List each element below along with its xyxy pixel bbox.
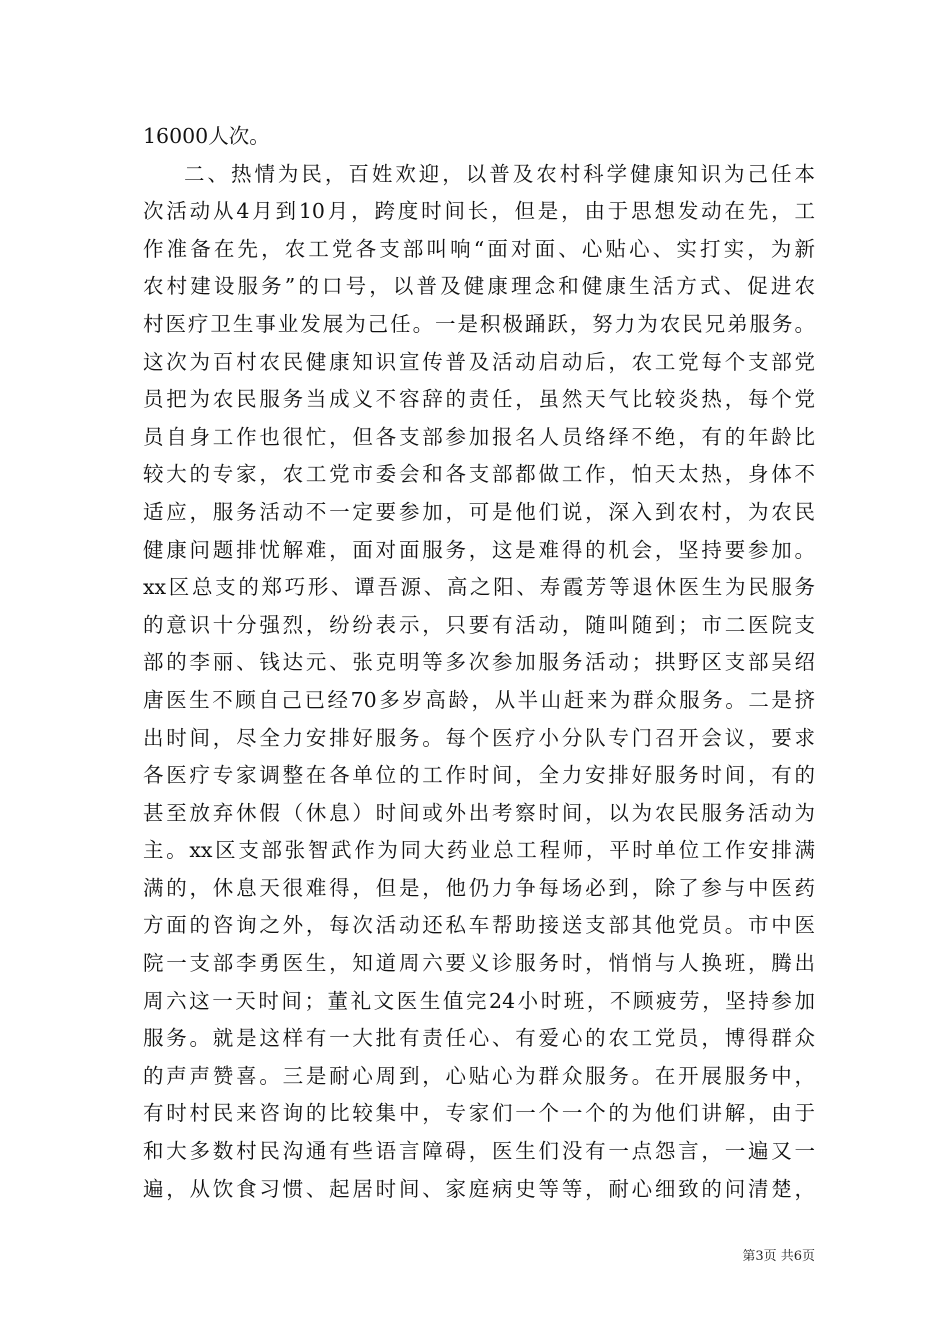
text-line: 服务。就是这样有一大批有责任心、有爱心的农工党员，博得群众 xyxy=(143,1026,815,1051)
text-line: 员自身工作也很忙，但各支部参加报名人员络绎不绝，有的年龄比 xyxy=(143,424,815,449)
text-line: 遍，从饮食习惯、起居时间、家庭病史等等，耐心细致的问清楚， xyxy=(143,1176,815,1201)
page-number: 第3页 共6页 xyxy=(742,1249,815,1264)
text-line: 满的，休息天很难得，但是，他仍力争每场必到，除了参与中医药 xyxy=(143,875,815,900)
text-line: 有时村民来咨询的比较集中，专家们一个一个的为他们讲解，由于 xyxy=(143,1101,815,1126)
text-line: 农村建设服务”的口号，以普及健康理念和健康生活方式、促进农 xyxy=(143,274,815,299)
text-line: 甚至放弃休假（休息）时间或外出考察时间，以为农民服务活动为 xyxy=(143,800,815,825)
text-line: 和大多数村民沟通有些语言障碍，医生们没有一点怨言，一遍又一 xyxy=(143,1139,815,1164)
text-line: 适应，服务活动不一定要参加，可是他们说，深入到农村，为农民 xyxy=(143,499,815,524)
text-line: 各医疗专家调整在各单位的工作时间，全力安排好服务时间，有的 xyxy=(143,763,815,788)
body-text xyxy=(143,118,815,1208)
text-line: 院一支部李勇医生，知道周六要义诊服务时，悄悄与人换班，腾出 xyxy=(143,951,815,976)
text-line: 周六这一天时间；董礼文医生值完24小时班，不顾疲劳，坚持参加 xyxy=(143,988,815,1013)
text-line: 方面的咨询之外，每次活动还私车帮助接送支部其他党员。市中医 xyxy=(143,913,815,938)
text-line: 这次为百村农民健康知识宣传普及活动启动后，农工党每个支部党 xyxy=(143,349,815,374)
text-line: 主。xx区支部张智武作为同大药业总工程师，平时单位工作安排满 xyxy=(143,838,815,863)
text-line: 村医疗卫生事业发展为己任。一是积极踊跃，努力为农民兄弟服务。 xyxy=(143,311,815,336)
paragraph-start-line: 二、热情为民，百姓欢迎，以普及农村科学健康知识为己任本 xyxy=(184,161,815,186)
text-line: 员把为农民服务当成义不容辞的责任，虽然天气比较炎热，每个党 xyxy=(143,387,815,412)
text-line: 次活动从4月到10月，跨度时间长，但是，由于思想发动在先，工 xyxy=(143,199,815,224)
text-line: 的意识十分强烈，纷纷表示，只要有活动，随叫随到；市二医院支 xyxy=(143,612,815,637)
text-line: 16000人次。 xyxy=(143,124,270,148)
text-line: 作准备在先，农工党各支部叫响“面对面、心贴心、实打实，为新 xyxy=(143,236,815,261)
text-line: 的声声赞喜。三是耐心周到，心贴心为群众服务。在开展服务中， xyxy=(143,1063,815,1088)
text-line: 唐医生不顾自己已经70多岁高龄，从半山赶来为群众服务。二是挤 xyxy=(143,687,815,712)
text-line: 健康问题排忧解难，面对面服务，这是难得的机会，坚持要参加。 xyxy=(143,537,815,562)
text-line: 部的李丽、钱达元、张克明等多次参加服务活动；拱野区支部吴绍 xyxy=(143,650,815,675)
text-line: xx区总支的郑巧形、谭吾源、高之阳、寿霞芳等退休医生为民服务 xyxy=(143,575,815,600)
text-line: 出时间，尽全力安排好服务。每个医疗小分队专门召开会议，要求 xyxy=(143,725,815,750)
text-line: 较大的专家，农工党市委会和各支部都做工作，怕天太热，身体不 xyxy=(143,462,815,487)
